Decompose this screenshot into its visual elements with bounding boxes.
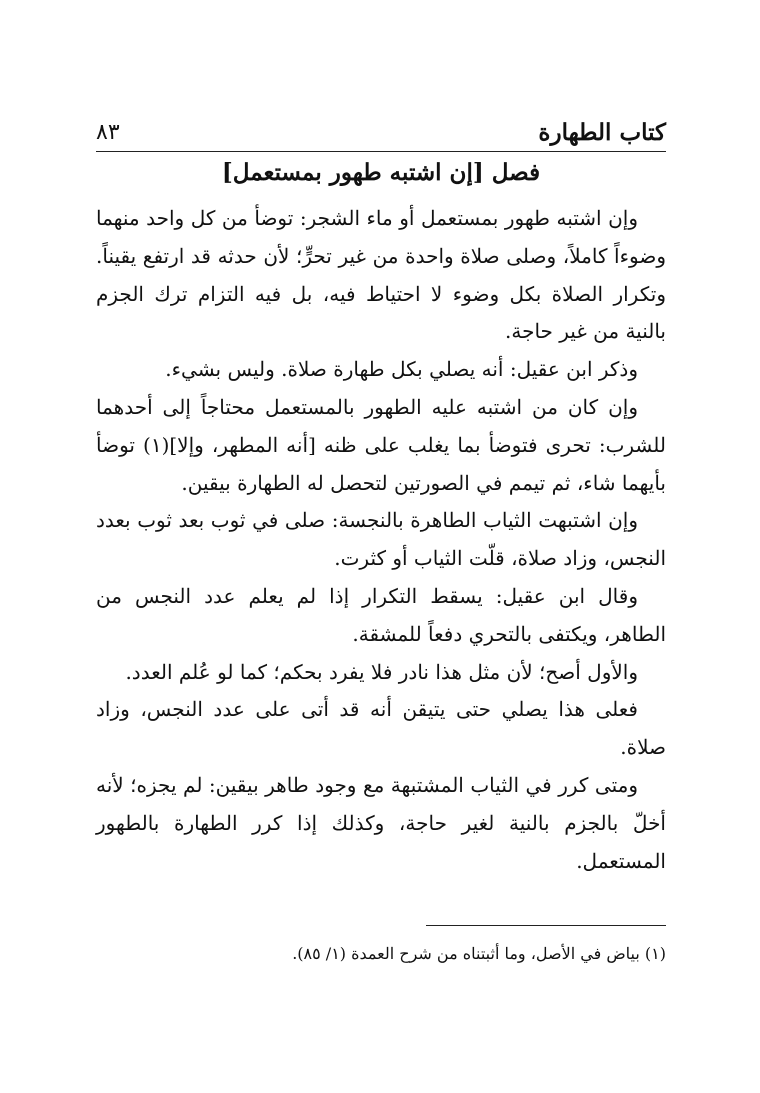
paragraph: ومتى كرر في الثياب المشتبهة مع وجود طاهر بيقين: لم يجزه؛ لأنه أخلّ بالجزم بالنية لغير حاجة، وكذلك إذا كرر الطهارة بالطهور المستعمل. <box>96 772 666 873</box>
book-title: كتاب الطهارة <box>538 119 666 146</box>
footnote: (١) بياض في الأصل، وما أثبتناه من شرح العمدة (١/ ٨٥). <box>292 944 666 963</box>
body-text <box>96 200 666 880</box>
page-number: ٨٣ <box>96 120 120 145</box>
paragraph: وقال ابن عقيل: يسقط التكرار إذا لم يعلم عدد النجس من الطاهر، ويكتفى بالتحري دفعاً للمشقة. <box>96 583 666 646</box>
paragraph: والأول أصح؛ لأن مثل هذا نادر فلا يفرد بحكم؛ كما لو عُلم العدد. <box>125 659 638 684</box>
paragraph: فعلى هذا يصلي حتى يتيقن أنه قد أتى على عدد النجس، وزاد صلاة. <box>96 697 666 760</box>
header-divider <box>96 151 666 152</box>
paragraph: وإن كان من اشتبه عليه الطهور بالمستعمل محتاجاً إلى أحدهما للشرب: تحرى فتوضأ بما يغلب على ظنه [أنه المطهر، وإلا](١) توضأ بأيهما شاء، ثم تيمم في الصورتين لتحصل له الطهارة بيقين. <box>96 394 666 495</box>
paragraph: وذكر ابن عقيل: أنه يصلي بكل طهارة صلاة. وليس بشيء. <box>165 357 638 382</box>
footnote-divider <box>426 925 666 926</box>
section-title: فصل [إن اشتبه طهور بمستعمل] <box>221 159 541 186</box>
paragraph: وإن اشتبه طهور بمستعمل أو ماء الشجر: توضأ من كل واحد منهما وضوءاً كاملاً، وصلى صلاة واحدة من غير تحرٍّ؛ لأن حدثه قد ارتفع يقيناً. وتكرار الصلاة بكل وضوء لا احتياط فيه، بل فيه التزام ترك الجزم بالنية من غير حاجة. <box>96 206 666 344</box>
paragraph: وإن اشتبهت الثياب الطاهرة بالنجسة: صلى في ثوب بعد ثوب بعدد النجس، وزاد صلاة، قلّت الثياب أو كثرت. <box>96 508 666 571</box>
page-header <box>96 118 666 154</box>
